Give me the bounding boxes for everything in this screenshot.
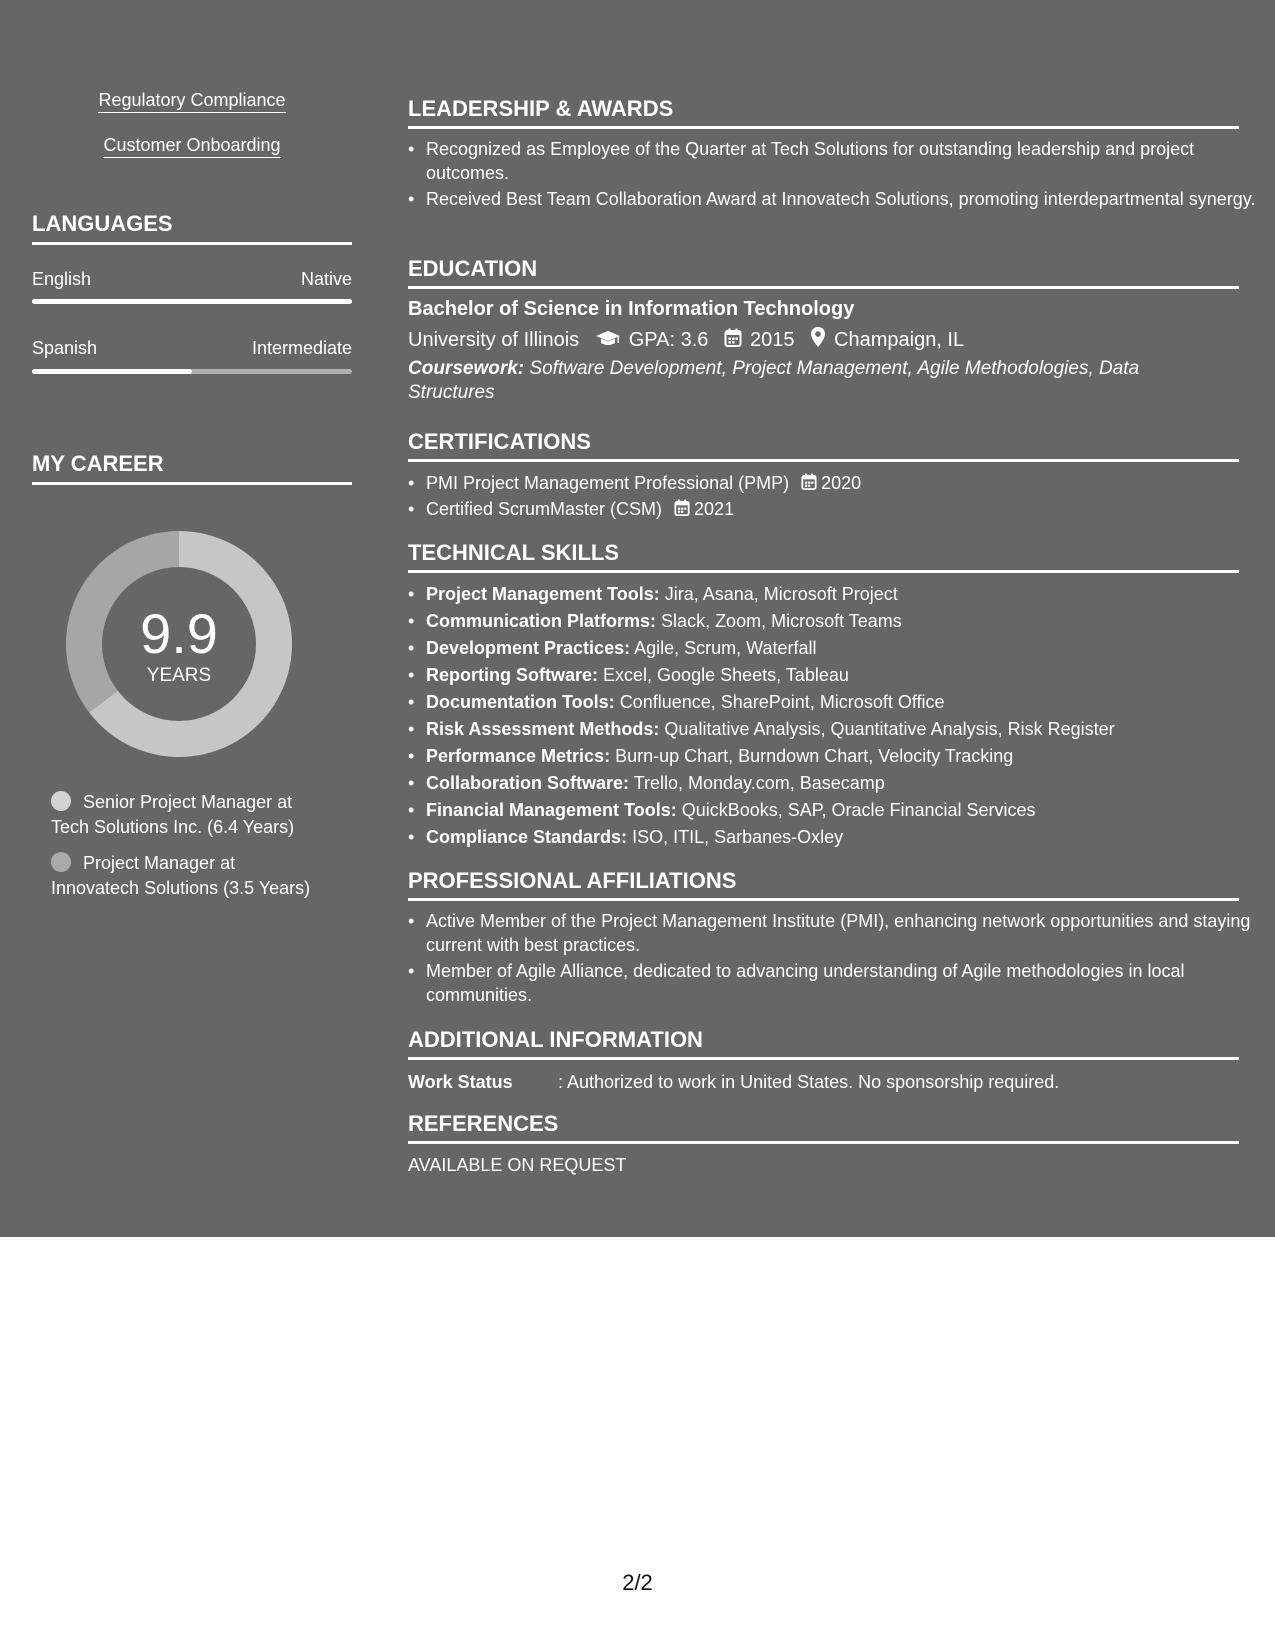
calendar-icon xyxy=(801,473,817,491)
section-heading-references: REFERENCES xyxy=(408,1110,1239,1144)
certification-item xyxy=(426,471,1257,495)
school-location: Champaign, IL xyxy=(834,329,965,351)
language-proficiency-bar xyxy=(32,299,352,304)
leadership-list xyxy=(408,137,1257,213)
section-heading-education: EDUCATION xyxy=(408,255,1239,289)
list-item: • Recognized as Employee of the Quarter at Tech Solutions for outstanding leadership and project outcomes. xyxy=(426,137,1257,185)
language-level: Native xyxy=(300,269,352,289)
list-item: • Received Best Team Collaboration Award at Innovatech Solutions, promoting interdepartmental synergy. xyxy=(426,187,1257,211)
language-name: English xyxy=(32,269,92,289)
list-item: • Member of Agile Alliance, dedicated to advancing understanding of Agile methodologies in local communities. xyxy=(426,959,1257,1007)
calendar-icon xyxy=(674,499,690,517)
career-total-years: 9.9 xyxy=(140,602,218,665)
skill-item: • Financial Management Tools: QuickBooks, SAP, Oracle Financial Services xyxy=(426,798,1257,822)
map-pin-icon xyxy=(810,326,826,348)
coursework-label: Coursework: xyxy=(408,358,525,379)
certification-year: 2020 xyxy=(821,473,862,493)
calendar-icon xyxy=(724,328,742,348)
certifications-list xyxy=(408,471,1257,523)
skill-item: • Documentation Tools: Confluence, SharePoint, Microsoft Office xyxy=(426,690,1257,714)
graduation-cap-icon xyxy=(595,330,621,348)
skill-item: • Compliance Standards: ISO, ITIL, Sarbanes-Oxley xyxy=(426,825,1257,849)
career-item xyxy=(51,790,341,840)
affiliations-list xyxy=(408,909,1257,1009)
career-heading: MY CAREER xyxy=(32,450,352,485)
education-meta xyxy=(408,326,964,353)
section-heading-affiliations: PROFESSIONAL AFFILIATIONS xyxy=(408,867,1239,901)
legend-dot xyxy=(51,791,71,811)
certification-item xyxy=(426,497,1257,521)
career-detail: Innovatech Solutions (3.5 Years) xyxy=(51,878,311,898)
career-years-label: YEARS xyxy=(146,665,212,686)
references-text: AVAILABLE ON REQUEST xyxy=(408,1155,627,1175)
skill-item: • Communication Platforms: Slack, Zoom, Microsoft Teams xyxy=(426,609,1257,633)
skill-item: • Development Practices: Agile, Scrum, Waterfall xyxy=(426,636,1257,660)
section-heading-certifications: CERTIFICATIONS xyxy=(408,428,1239,462)
skill-item: • Collaboration Software: Trello, Monday.com, Basecamp xyxy=(426,771,1257,795)
career-title: Senior Project Manager at xyxy=(83,792,293,812)
page-number: 2/2 xyxy=(622,1570,653,1595)
list-item: • Active Member of the Project Management Institute (PMI), enhancing network opportunities and staying current with best practices. xyxy=(426,909,1257,957)
coursework xyxy=(408,357,1208,405)
languages-heading: LANGUAGES xyxy=(32,210,352,245)
career-item xyxy=(51,851,341,901)
technical-skills-list xyxy=(408,582,1257,852)
section-heading-technical-skills: TECHNICAL SKILLS xyxy=(408,539,1239,573)
skill-item: • Reporting Software: Excel, Google Sheets, Tableau xyxy=(426,663,1257,687)
work-status xyxy=(408,1070,1059,1094)
skill-tag: Regulatory Compliance xyxy=(32,89,352,111)
section-heading-additional-info: ADDITIONAL INFORMATION xyxy=(408,1026,1239,1060)
legend-dot xyxy=(51,852,71,872)
language-name: Spanish xyxy=(32,338,98,358)
graduation-year: 2015 xyxy=(749,329,795,351)
skill-item: • Performance Metrics: Burn-up Chart, Burndown Chart, Velocity Tracking xyxy=(426,744,1257,768)
work-status-value: : Authorized to work in United States. No sponsorship required. xyxy=(558,1072,1060,1092)
skill-tag: Customer Onboarding xyxy=(32,134,352,156)
career-detail: Tech Solutions Inc. (6.4 Years) xyxy=(51,817,295,837)
language-row xyxy=(32,268,352,290)
gpa: GPA: 3.6 xyxy=(628,329,709,351)
work-status-label: Work Status xyxy=(408,1072,513,1092)
language-proficiency-fill xyxy=(32,369,192,374)
school-name: University of Illinois xyxy=(408,329,580,351)
coursework-value: Software Development, Project Management, Agile Methodologies, Data Structures xyxy=(408,358,1140,403)
skill-item: • Risk Assessment Methods: Qualitative Analysis, Quantitative Analysis, Risk Register xyxy=(426,717,1257,741)
language-level: Intermediate xyxy=(251,338,352,358)
section-heading-leadership: LEADERSHIP & AWARDS xyxy=(408,95,1239,129)
career-title: Project Manager at xyxy=(83,853,236,873)
certification-name: Certified ScrumMaster (CSM) xyxy=(426,499,663,519)
language-row xyxy=(32,337,352,359)
certification-year: 2021 xyxy=(694,499,735,519)
skill-item: • Project Management Tools: Jira, Asana, Microsoft Project xyxy=(426,582,1257,606)
language-proficiency-bar xyxy=(32,369,352,374)
language-proficiency-fill xyxy=(32,299,352,304)
certification-name: PMI Project Management Professional (PMP) xyxy=(426,473,790,493)
degree-title: Bachelor of Science in Information Technology xyxy=(408,298,855,320)
